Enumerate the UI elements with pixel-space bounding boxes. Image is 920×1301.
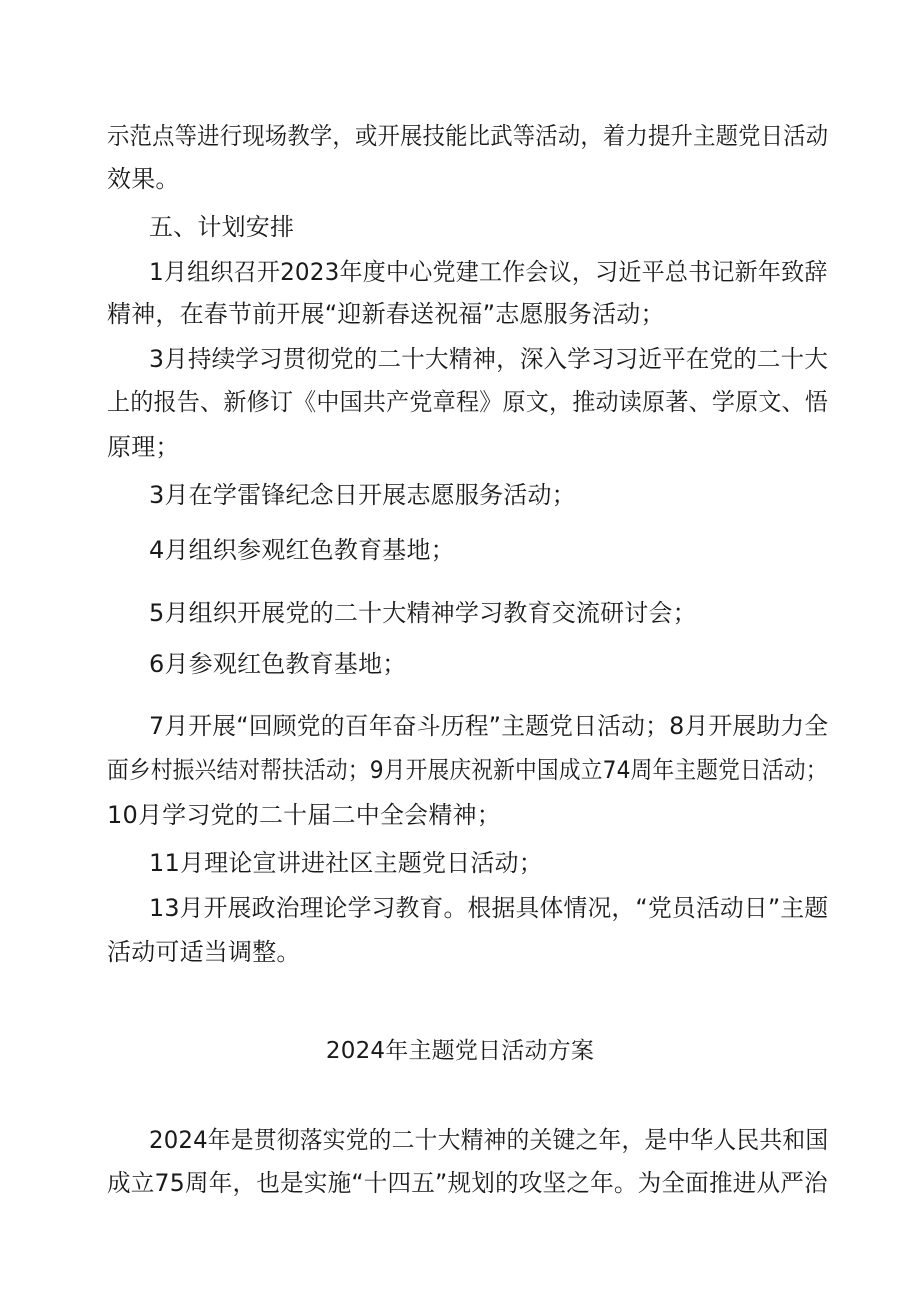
text-line: 效果。: [107, 165, 180, 193]
text-line: 13月开展政治理论学习教育。根据具体情况，“党员活动日”主题: [149, 894, 829, 922]
text-line: 1月组织召开2023年度中心党建工作会议，习近平总书记新年致辞: [149, 258, 828, 286]
text-line: 7月开展“回顾党的百年奋斗历程”主题党日活动；8月开展助力全: [149, 712, 829, 740]
text-line: 2024年是贯彻落实党的二十大精神的关键之年，是中华人民共和国: [149, 1126, 829, 1154]
text-line: 原理；: [107, 433, 180, 461]
text-line: 示范点等进行现场教学，或开展技能比武等活动，着力提升主题党日活动: [107, 122, 829, 150]
section-heading: 五、计划安排: [149, 213, 295, 241]
text-line: 4月组织参观红色教育基地；: [149, 536, 455, 564]
text-line: 上的报告、新修订《中国共产党章程》原文，推动读原著、学原文、悟: [107, 388, 829, 416]
text-line: 面乡村振兴结对帮扶活动；9月开展庆祝新中国成立74周年主题党日活动；: [107, 756, 828, 784]
text-line: 活动可适当调整。: [107, 938, 301, 966]
text-line: 6月参观红色教育基地；: [149, 650, 407, 678]
text-line: 5月组织开展党的二十大精神学习教育交流研讨会；: [149, 599, 697, 627]
document-title: 2024年主题党日活动方案: [325, 1038, 595, 1064]
text-line: 3月在学雷锋纪念日开展志愿服务活动；: [149, 481, 576, 509]
text-line: 11月理论宣讲进社区主题党日活动；: [149, 849, 543, 877]
text-line: 3月持续学习贯彻党的二十大精神，深入学习习近平在党的二十大: [149, 345, 829, 373]
text-line: 精神，在春节前开展“迎新春送祝福”志愿服务活动；: [107, 300, 665, 328]
text-line: 成立75周年，也是实施“十四五”规划的攻坚之年。为全面推进从严治: [107, 1169, 828, 1197]
text-line: 10月学习党的二十届二中全会精神；: [107, 801, 501, 829]
